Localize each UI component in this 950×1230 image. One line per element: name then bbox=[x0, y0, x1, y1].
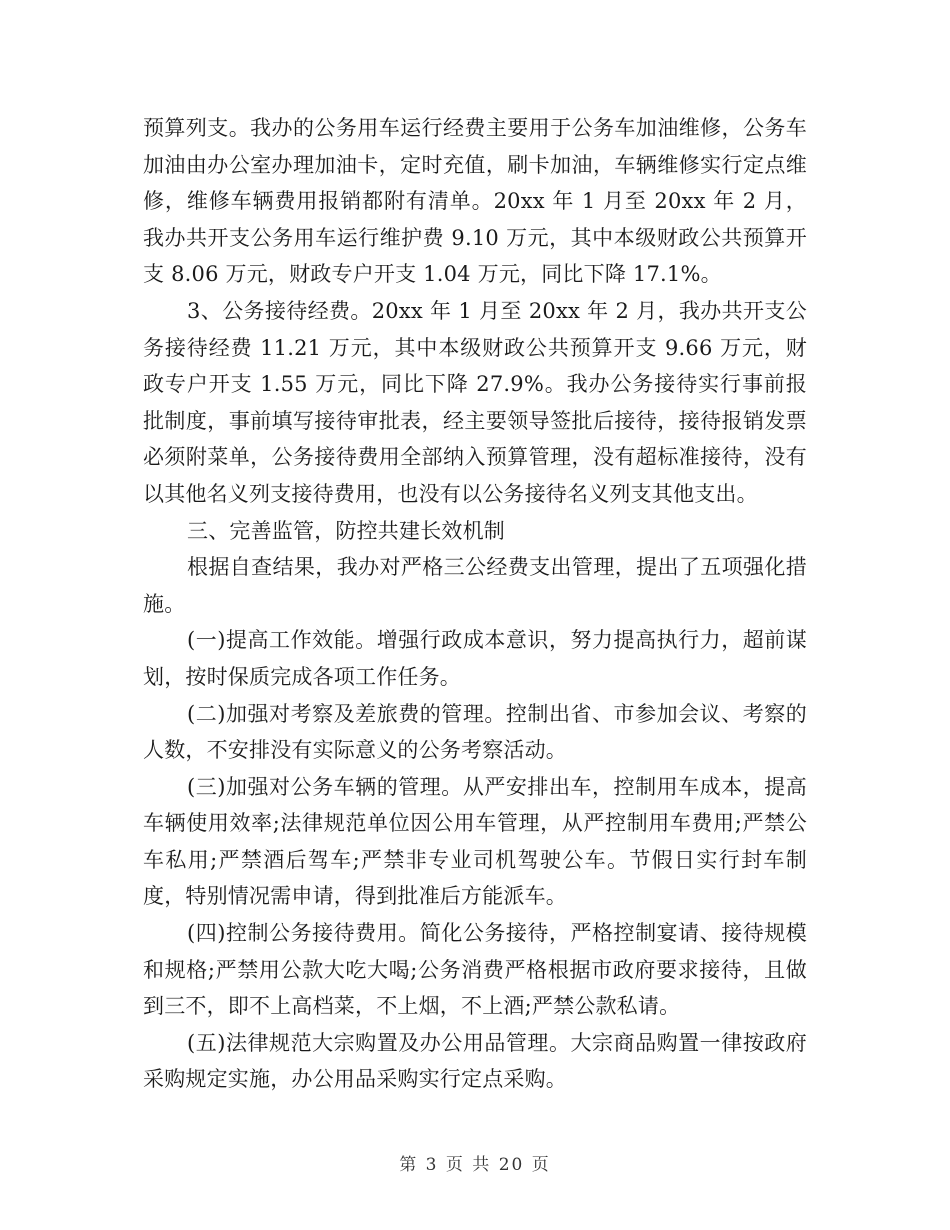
paragraph-measure-4: (四)控制公务接待费用。简化公务接待，严格控制宴请、接待规模和规格;严禁用公款大吃大喝;公务消费严格根据市政府要求接待，且做到三不，即不上高档菜，不上烟，不上酒;严禁公款私请。 bbox=[143, 921, 807, 1019]
document-body bbox=[143, 110, 807, 1098]
paragraph-reception-expenses: 3、公务接待经费。20xx 年 1 月至 20xx 年 2 月，我办共开支公务接待经费 11.21 万元，其中本级财政公共预算开支 9.66 万元，财政专户开支 1.55 万元，同比下降 27.9%。我办公务接待实行事前报批制度，事前填写接待审批表，经主要领导签批后接待，接待报销发票必须附菜单，公务接待费用全部纳入预算管理，没有超标准接待，没有以其他名义列支接待费用，也没有以公务接待名义列支其他支出。 bbox=[143, 298, 807, 506]
paragraph-measure-2: (二)加强对考察及差旅费的管理。控制出省、市参加会议、考察的人数，不安排没有实际意义的公务考察活动。 bbox=[143, 701, 807, 763]
paragraph-vehicle-expenses: 预算列支。我办的公务用车运行经费主要用于公务车加油维修，公务车加油由办公室办理加油卡，定时充值，刷卡加油，车辆维修实行定点维修，维修车辆费用报销都附有清单。20xx 年 1 月至 20xx 年 2 月，我办共开支公务用车运行维护费 9.10 万元，其中本级财政公共预算开支 8.06 万元，财政专户开支 1.04 万元，同比下降 17.1%。 bbox=[143, 116, 807, 287]
paragraph-measure-1: (一)提高工作效能。增强行政成本意识，努力提高执行力，超前谋划，按时保质完成各项工作任务。 bbox=[143, 628, 807, 689]
paragraph-measure-5: (五)法律规范大宗购置及办公用品管理。大宗商品购置一律按政府采购规定实施，办公用品采购实行定点采购。 bbox=[143, 1030, 807, 1092]
section-heading-supervision: 三、完善监管，防控共建长效机制 bbox=[187, 518, 505, 543]
paragraph-measure-3: (三)加强对公务车辆的管理。从严安排出车，控制用车成本，提高车辆使用效率;法律规范单位因公用车管理，从严控制用车费用;严禁公车私用;严禁酒后驾车;严禁非专业司机驾驶公车。节假日实行封车制度，特别情况需申请，得到批准后方能派车。 bbox=[143, 774, 807, 909]
page-number-footer: 第 3 页 共 20 页 bbox=[399, 1155, 551, 1175]
paragraph-measures-intro: 根据自查结果，我办对严格三公经费支出管理，提出了五项强化措施。 bbox=[143, 555, 807, 616]
